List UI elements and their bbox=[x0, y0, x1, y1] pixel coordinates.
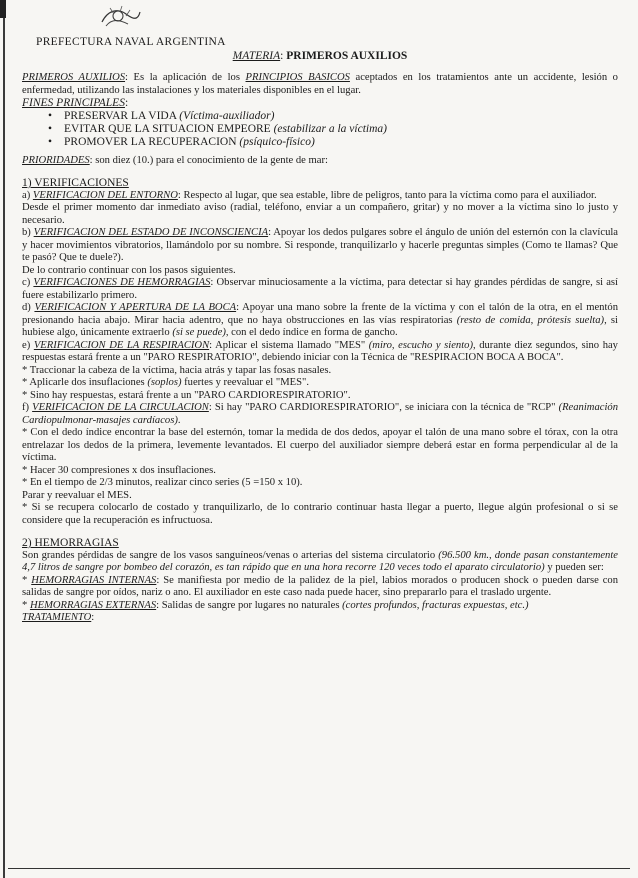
item-f-step-2: * Hacer 30 compresiones x dos insuflaciones. bbox=[22, 464, 216, 476]
scan-bottom-edge bbox=[8, 868, 630, 869]
fines-heading: FINES PRINCIPALES: bbox=[22, 97, 129, 109]
item-e-step-3: * Sino hay respuestas, estará frente a un "PARO CARDIORESPIRATORIO". bbox=[22, 389, 351, 401]
hemorragias-internas: * HEMORRAGIAS INTERNAS: Se manifiesta por medio de la palidez de la piel, labios morados o producen shock o pueden darse con salidas de sangre por oídos, nariz o ano. El auxiliador en este caso nada puede hacer, sino prepararlo para el traslado urgente. bbox=[22, 574, 618, 598]
scan-left-edge bbox=[3, 0, 5, 878]
item-f-step-5: * Si se recupera colocarlo de costado y tranquilizarlo, de lo contrario continuar hasta llegar a puerto, llegue algún profesional o si se considere que la recuperación es infructuosa. bbox=[22, 502, 618, 526]
list-item: • EVITAR QUE LA SITUACION EMPEORE (estabilizar a la víctima) bbox=[48, 122, 387, 135]
institution-seal-icon bbox=[98, 2, 142, 36]
prioridades-paragraph: PRIORIDADES: son diez (10.) para el conocimiento de la gente de mar: bbox=[22, 154, 328, 166]
item-f-step-3: * En el tiempo de 2/3 minutos, realizar cinco series (5 =150 x 10). bbox=[22, 477, 303, 488]
item-f: f) VERIFICACION DE LA CIRCULACION: Si hay "PARO CARDIORESPIRATORIO", se iniciara con la técnica de "RCP" (Reanimación Cardiopulmonar-masajes cardíacos). bbox=[22, 402, 618, 426]
item-f-step-4: Parar y reevaluar el MES. bbox=[22, 489, 132, 501]
scan-top-mark bbox=[0, 0, 6, 18]
item-e-step-1: * Traccionar la cabeza de la víctima, hacia atrás y tapar las fosas nasales. bbox=[22, 364, 332, 376]
document-content bbox=[22, 36, 618, 625]
item-b-continued: De lo contrario continuar con los pasos siguientes. bbox=[22, 264, 236, 276]
item-c: c) VERIFICACIONES DE HEMORRAGIAS: Observar minuciosamente a la víctima, para detectar si hay grandes pérdidas de sangre, si así fuere estabilizarlo primero. bbox=[22, 277, 618, 301]
section-2-heading: 2) HEMORRAGIAS bbox=[22, 537, 119, 549]
item-a: a) VERIFICACION DEL ENTORNO: Respecto al lugar, que sea estable, libre de peligros, tanto para la víctima como para el auxiliador. bbox=[22, 189, 597, 201]
tratamiento-heading: TRATAMIENTO: bbox=[22, 612, 95, 623]
institution-header: PREFECTURA NAVAL ARGENTINA bbox=[36, 36, 226, 48]
item-e: e) VERIFICACION DE LA RESPIRACION: Aplicar el sistema llamado "MES" (miro, escucho y siento), durante diez segundos, sino hay respuestas estará frente a un "PARO RESPIRATORIO", debiendo iniciar con la Técnica de "RESPIRACION BOCA A BOCA". bbox=[22, 339, 618, 363]
item-d: d) VERIFICACION Y APERTURA DE LA BOCA: Apoyar una mano sobre la frente de la víctima y con el talón de la otra, en el mentón presionando hacia abajo. Mirar hacia adentro, que no haya obstrucciones en las vías respiratorias (resto de comida, prótesis suelta), si hubiese algo, únicamente extraerlo (si se puede), con el dedo índice en forma de gancho. bbox=[22, 302, 618, 338]
list-item: • PROMOVER LA RECUPERACION (psíquico-físico) bbox=[48, 135, 315, 148]
intro-paragraph: PRIMEROS AUXILIOS: Es la aplicación de los PRINCIPIOS BASICOS aceptados en los tratamientos ante un accidente, lesión o enfermedad, utilizando las instalaciones y los materiales disponibles en el lugar. bbox=[22, 72, 618, 96]
hemorragias-paragraph: Son grandes pérdidas de sangre de los vasos sanguíneos/venas o arterias del sistema circulatorio (96.500 km., donde pasan constantemente 4,7 litros de sangre por bombeo del corazón, es tan rápido que en una hora recorre 120 veces todo el aparato circulatorio) y pueden ser: bbox=[22, 549, 619, 573]
list-item: • PRESERVAR LA VIDA (Víctima-auxiliador) bbox=[48, 109, 275, 122]
item-f-step-1: * Con el dedo índice encontrar la base del esternón, tomar la medida de dos dedos, apoyar el talón de una mano sobre el tórax, con la otra entrelazar los dedos de la primera, levemente levantados. El cuerpo del auxiliador siempre deberá estar en forma perpendicular al de la víctima. bbox=[22, 427, 618, 463]
subject-title: MATERIA: PRIMEROS AUXILIOS bbox=[232, 49, 408, 62]
section-1-heading: 1) VERIFICACIONES bbox=[22, 177, 129, 189]
item-a-continued: Desde el primer momento dar inmediato aviso (radial, teléfono, enviar a un compañero, gritar) y no mover a la víctima sino lo justo y necesario. bbox=[22, 202, 618, 226]
fines-list bbox=[22, 110, 618, 149]
item-e-step-2: * Aplicarle dos insuflaciones (soplos) fuertes y reevaluar el "MES". bbox=[22, 377, 309, 388]
hemorragias-externas: * HEMORRAGIAS EXTERNAS: Salidas de sangre por lugares no naturales (cortes profundos, fracturas expuestas, etc.) bbox=[22, 599, 529, 611]
item-b: b) VERIFICACION DEL ESTADO DE INCONSCIENCIA: Apoyar los dedos pulgares sobre el ángulo de unión del esternón con la clavícula y hacer movimientos vibratorios, llamándolo por su nombre. Si responde, tranquilizarlo y hacerle preguntas simples (Como te llamas? Que te pasó? Que te duele?). bbox=[22, 227, 619, 263]
